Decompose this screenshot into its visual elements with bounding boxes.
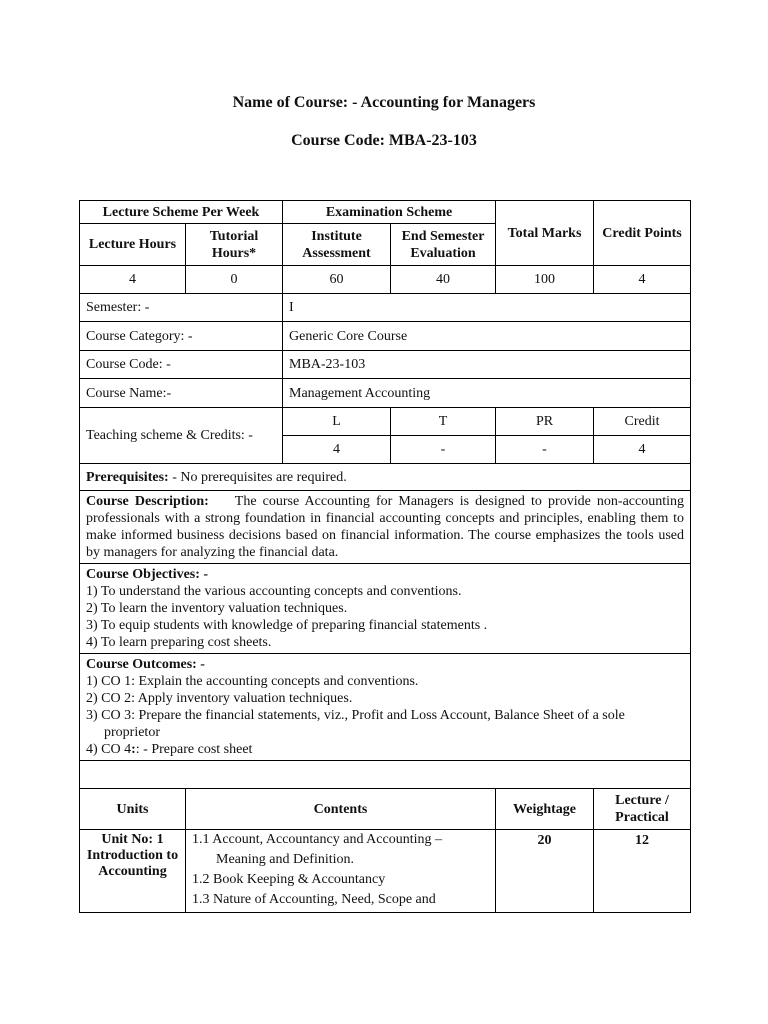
objective-item: 2) To learn the inventory valuation techniques. [86, 601, 348, 616]
content-item: 1.1 Account, Accountancy and Accounting – Meaning and Definition. [192, 832, 442, 867]
lecture-hours-value: 4 [80, 266, 186, 294]
unit-1-lectures: 12 [594, 830, 691, 913]
units-table [79, 788, 691, 913]
course-category-label: Course Category: - [80, 322, 283, 351]
outcome-item: 3) CO 3: Prepare the financial statements, viz., Profit and Loss Account, Balance Sheet of a sole proprietor [86, 708, 625, 740]
prerequisites-label: Prerequisites: [86, 469, 169, 485]
teaching-header-t: T [391, 408, 496, 436]
course-scheme-table [79, 200, 691, 789]
lecture-scheme-header: Lecture Scheme Per Week [80, 201, 283, 224]
end-semester-header: End Semester Evaluation [391, 224, 496, 266]
teaching-scheme-label: Teaching scheme & Credits: - [80, 408, 283, 464]
course-description-text: The course Accounting for Managers is designed to provide non-accounting professionals with a strong foundation in financial accounting concepts and principles, enabling them to make informed business decisions based on financial information. The course emphasizes the tools used by managers for analyzing the financial data. [86, 494, 685, 560]
lecture-practical-header: Lecture / Practical [594, 789, 691, 830]
course-name-heading: Name of Course: - Accounting for Managers [232, 94, 536, 111]
institute-assessment-header: Institute Assessment [283, 224, 391, 266]
course-outcomes-cell [80, 654, 691, 761]
outcome-item: 2) CO 2: Apply inventory valuation techniques. [86, 691, 353, 706]
course-description-label: Course Description: [86, 494, 209, 509]
objective-item: 1) To understand the various accounting concepts and conventions. [86, 584, 462, 599]
course-objectives-cell [80, 564, 691, 654]
outcome-item: 4) CO 4:: - Prepare cost sheet [86, 742, 253, 757]
course-outcomes-label: Course Outcomes: - [86, 657, 205, 672]
teaching-value-credit: 4 [594, 436, 691, 464]
content-item: 1.2 Book Keeping & Accountancy [192, 872, 386, 887]
empty-spacer-row [80, 761, 691, 789]
outcome-4-prefix: 4) CO 4 [86, 742, 132, 757]
total-marks-value: 100 [496, 266, 594, 294]
course-category-value: Generic Core Course [283, 322, 691, 351]
exam-scheme-header: Examination Scheme [283, 201, 496, 224]
semester-value: I [283, 294, 691, 322]
unit-1-title [80, 830, 186, 913]
semester-label: Semester: - [80, 294, 283, 322]
tutorial-hours-header: Tutorial Hours* [186, 224, 283, 266]
course-code-value: MBA-23-103 [283, 351, 691, 379]
prerequisites-cell [80, 464, 691, 491]
teaching-value-l: 4 [283, 436, 391, 464]
teaching-value-pr: - [496, 436, 594, 464]
unit-1-weightage: 20 [496, 830, 594, 913]
prerequisites-text: - No prerequisites are required. [168, 469, 347, 485]
tutorial-hours-value: 0 [186, 266, 283, 294]
course-objectives-label: Course Objectives: - [86, 567, 209, 582]
unit-1-name: Introduction to Accounting [86, 848, 179, 879]
lecture-hours-header: Lecture Hours [80, 224, 186, 266]
objective-item: 4) To learn preparing cost sheets. [86, 635, 272, 650]
course-name-value: Management Accounting [283, 379, 691, 408]
contents-header: Contents [186, 789, 496, 830]
course-name-label: Course Name:- [80, 379, 283, 408]
total-marks-header: Total Marks [496, 201, 594, 266]
course-description-cell [80, 491, 691, 564]
outcome-4-rest: : - Prepare cost sheet [135, 742, 253, 757]
teaching-value-t: - [391, 436, 496, 464]
weightage-header: Weightage [496, 789, 594, 830]
institute-assessment-value: 60 [283, 266, 391, 294]
credit-points-header: Credit Points [594, 201, 691, 266]
credit-points-value: 4 [594, 266, 691, 294]
course-code-label: Course Code: - [80, 351, 283, 379]
teaching-header-credit: Credit [594, 408, 691, 436]
end-semester-value: 40 [391, 266, 496, 294]
units-header: Units [80, 789, 186, 830]
teaching-header-l: L [283, 408, 391, 436]
outcome-item: 1) CO 1: Explain the accounting concepts and conventions. [86, 674, 419, 689]
unit-1-number: Unit No: 1 [101, 832, 164, 847]
teaching-header-pr: PR [496, 408, 594, 436]
objective-item: 3) To equip students with knowledge of preparing financial statements . [86, 618, 488, 633]
content-item: 1.3 Nature of Accounting, Need, Scope and [192, 892, 436, 907]
unit-1-contents [186, 830, 496, 913]
course-code-heading: Course Code: MBA-23-103 [291, 132, 477, 149]
